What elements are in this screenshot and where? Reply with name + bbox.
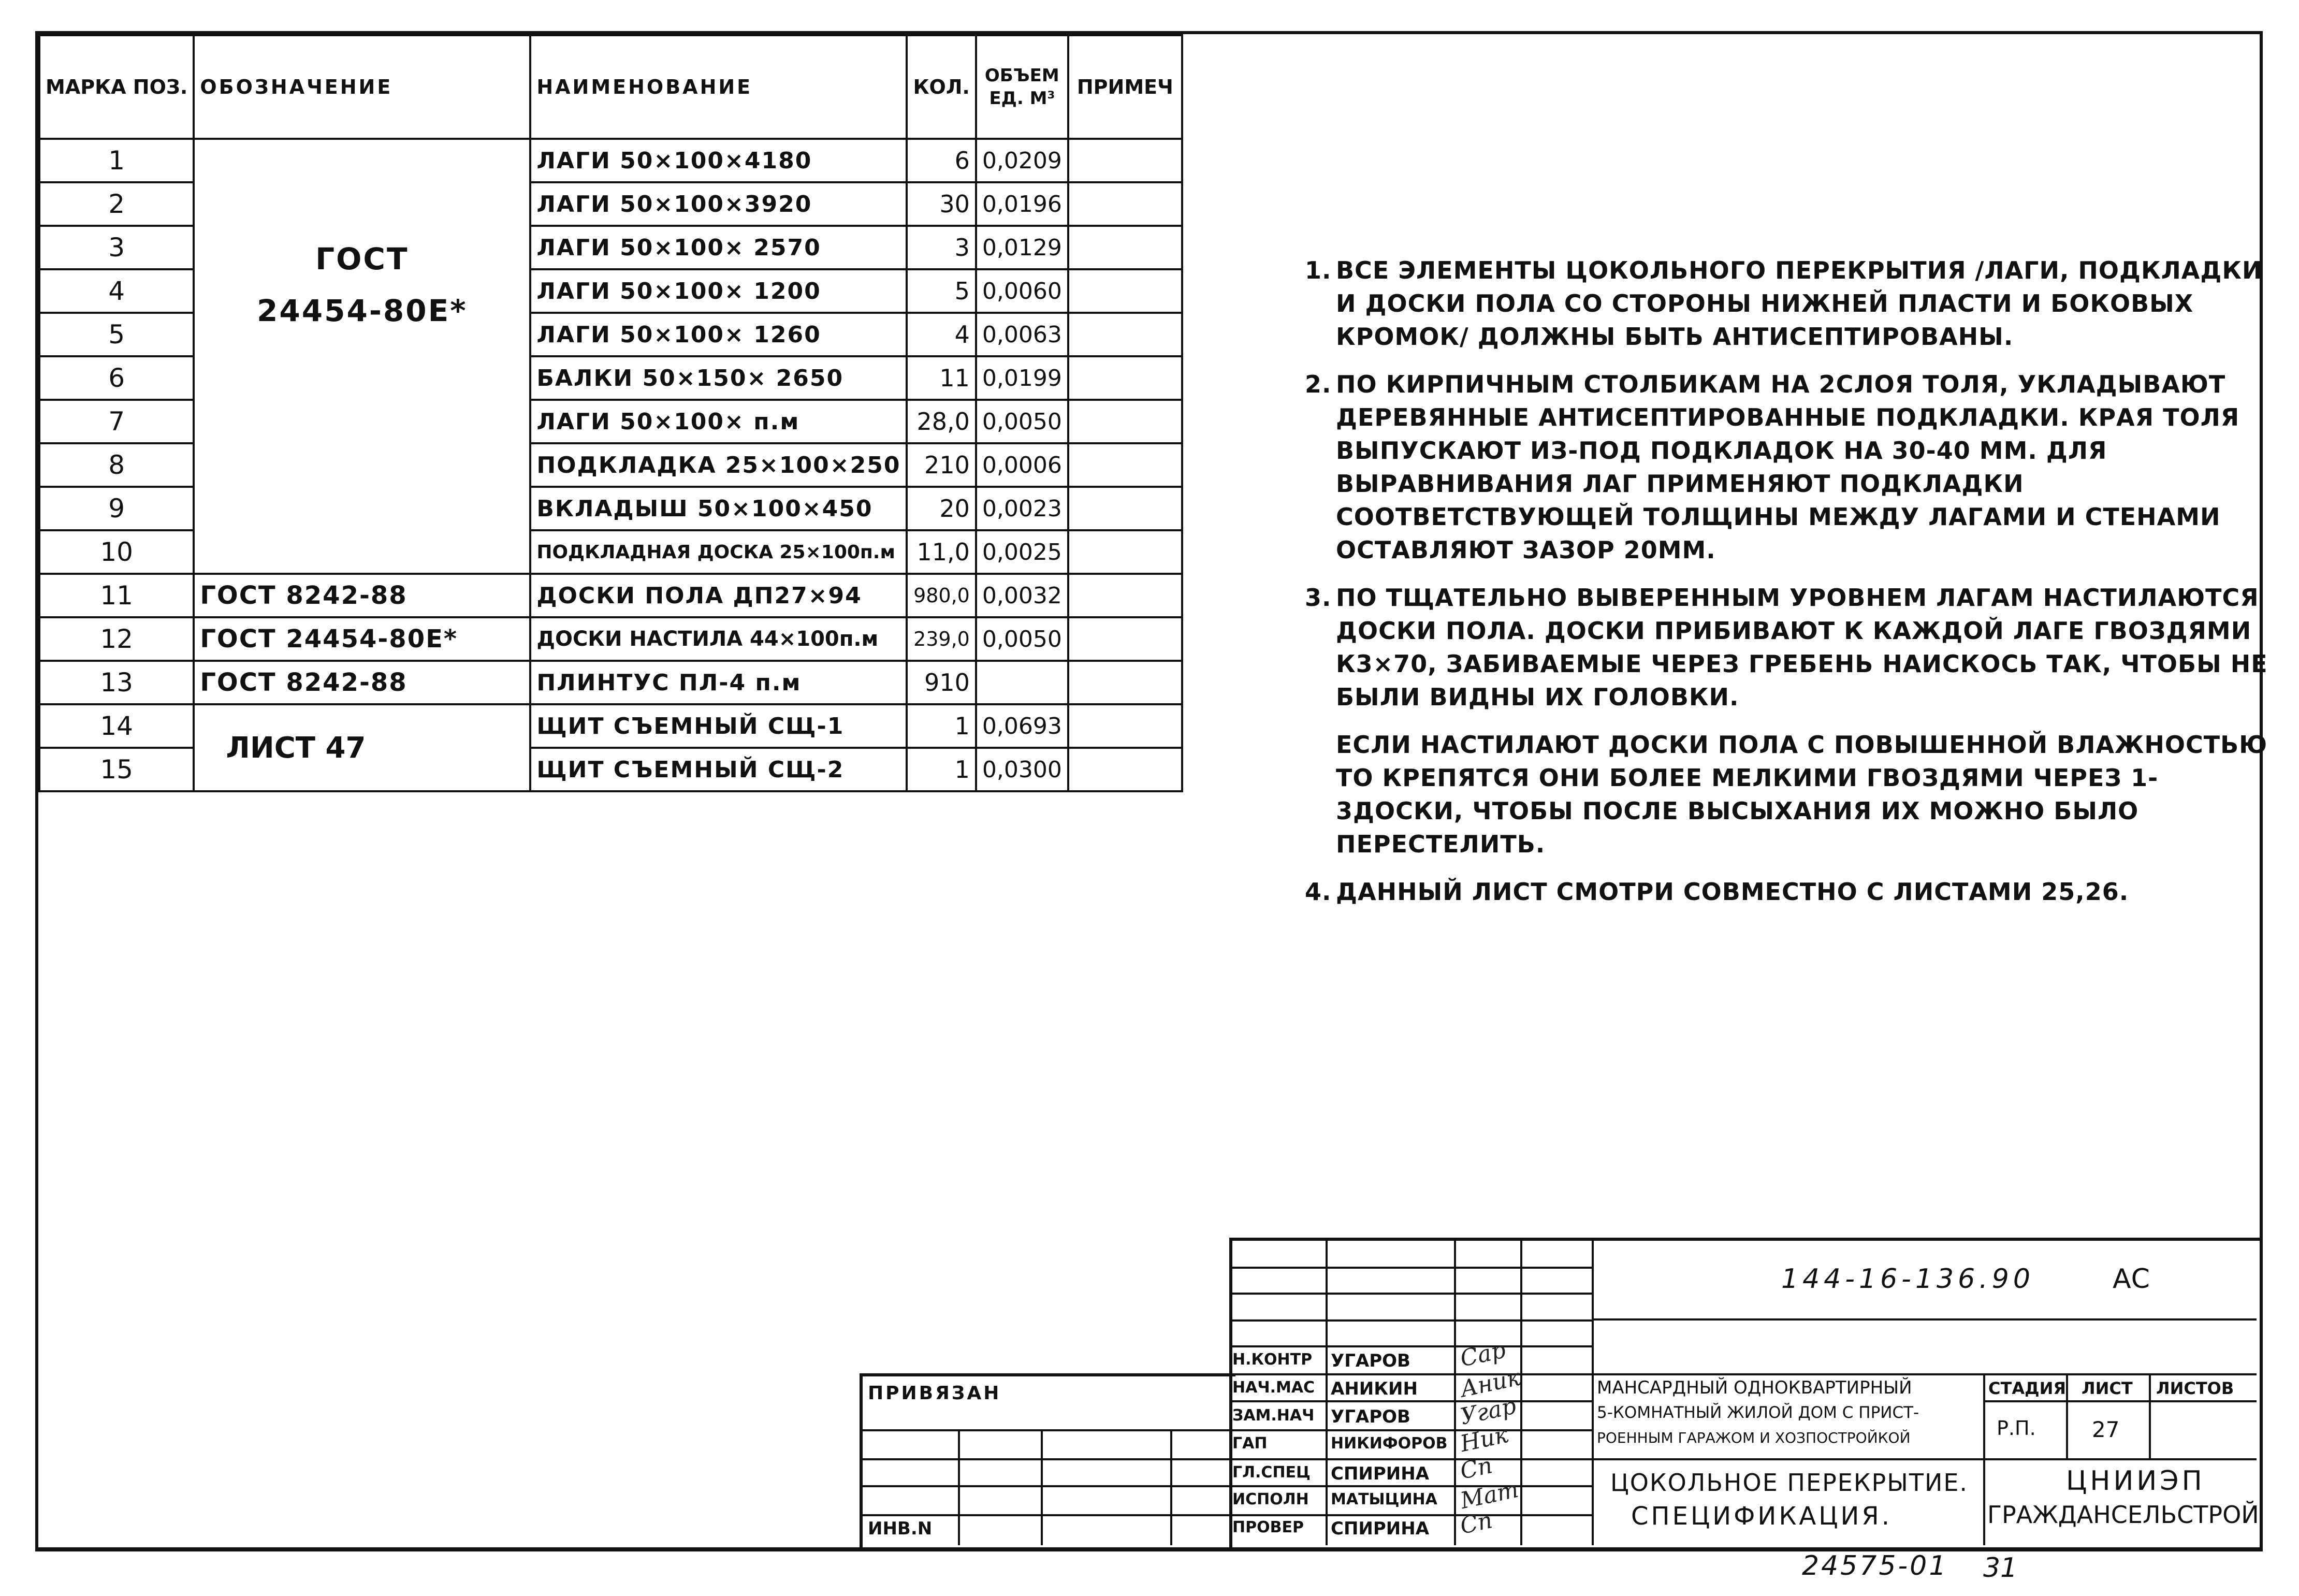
role-signature: Угар xyxy=(1458,1392,1519,1430)
header-designation: ОБОЗНАЧЕНИЕ xyxy=(194,35,530,139)
cell-pos: 8 xyxy=(39,443,194,487)
grid-line xyxy=(1592,1373,2257,1375)
grid-line xyxy=(860,1485,1232,1487)
gost-block-line1: ГОСТ xyxy=(315,241,409,277)
project-title-line2: 5-КОМНАТНЫЙ ЖИЛОЙ ДОМ С ПРИСТ- xyxy=(1597,1403,1919,1422)
grid-line xyxy=(860,1458,1232,1460)
note-text: ВСЕ ЭЛЕМЕНТЫ ЦОКОЛЬНОГО ПЕРЕКРЫТИЯ /ЛАГИ, ПОДКЛАДКИ И ДОСКИ ПОЛА СО СТОРОНЫ НИЖНЕЙ ПЛАСТИ И БОКОВЫХ КРОМОК/ ДОЛЖНЫ БЫТЬ АНТИСЕПТИРОВАНЫ. xyxy=(1336,256,2263,351)
cell-volume: 0,0023 xyxy=(976,487,1068,530)
cell-name: ЛАГИ 50×100×4180 xyxy=(530,139,907,182)
role-person: СПИРИНА xyxy=(1331,1463,1430,1484)
cell-name: ЩИТ СЪЕМНЫЙ СЩ-2 xyxy=(530,748,907,791)
header-name: НАИМЕНОВАНИЕ xyxy=(530,35,907,139)
note-item xyxy=(1305,875,2278,908)
cell-name: ЩИТ СЪЕМНЫЙ СЩ-1 xyxy=(530,704,907,748)
cell-note xyxy=(1068,226,1182,269)
table-row xyxy=(39,574,1182,617)
cell-note xyxy=(1068,269,1182,313)
gost-block-line2: 24454-80Е* xyxy=(257,293,468,328)
stage-label: СТАДИЯ xyxy=(1988,1379,2066,1398)
specification-table xyxy=(38,34,1183,792)
grid-line xyxy=(860,1429,1232,1431)
sheet-label: ЛИСТ xyxy=(2082,1379,2133,1398)
grid-line xyxy=(1229,1400,1592,1402)
table-row xyxy=(39,139,1182,182)
role-signature: Сп xyxy=(1458,1507,1495,1540)
grid-line xyxy=(1326,1238,1328,1545)
cell-note xyxy=(1068,704,1182,748)
archive-number: 24575-01 xyxy=(1802,1550,1948,1582)
cell-pos: 10 xyxy=(39,530,194,574)
grid-line xyxy=(1229,1319,1592,1322)
sheets-label: ЛИСТОВ xyxy=(2156,1379,2234,1398)
cell-pos: 14 xyxy=(39,704,194,748)
grid-line xyxy=(1520,1238,1522,1545)
grid-line xyxy=(860,1514,1232,1516)
cell-qty: 910 xyxy=(907,661,976,704)
grid-line xyxy=(1229,1345,1592,1347)
cell-name: ВКЛАДЫШ 50×100×450 xyxy=(530,487,907,530)
cell-pos: 11 xyxy=(39,574,194,617)
role-signature: Мат xyxy=(1458,1476,1521,1515)
cell-pos: 5 xyxy=(39,313,194,356)
organization-line2: ГРАЖДАНСЕЛЬСТРОЙ xyxy=(1987,1501,2259,1529)
cell-name: ЛАГИ 50×100×3920 xyxy=(530,182,907,226)
sheet-ref-cell: ЛИСТ 47 xyxy=(194,704,530,791)
role-label: ИСПОЛН xyxy=(1232,1490,1309,1508)
cell-name: ПОДКЛАДКА 25×100×250 xyxy=(530,443,907,487)
gost-block-cell xyxy=(194,139,530,574)
grid-line xyxy=(958,1429,960,1545)
grid-line xyxy=(1983,1400,2257,1402)
cell-note xyxy=(1068,182,1182,226)
role-person: НИКИФОРОВ xyxy=(1331,1434,1448,1453)
cell-volume: 0,0129 xyxy=(976,226,1068,269)
cell-qty: 28,0 xyxy=(907,400,976,443)
role-label: ПРОВЕР xyxy=(1232,1518,1304,1536)
drawing-title-line2: СПЕЦИФИКАЦИЯ. xyxy=(1631,1502,1893,1531)
cell-qty: 5 xyxy=(907,269,976,313)
cell-volume: 0,0199 xyxy=(976,356,1068,400)
project-title-line1: МАНСАРДНЫЙ ОДНОКВАРТИРНЫЙ xyxy=(1597,1377,1912,1398)
cell-volume: 0,0025 xyxy=(976,530,1068,574)
grid-line xyxy=(1229,1373,1592,1375)
cell-name: ДОСКИ НАСТИЛА 44×100п.м xyxy=(530,617,907,661)
cell-name: БАЛКИ 50×150× 2650 xyxy=(530,356,907,400)
cell-volume: 0,0060 xyxy=(976,269,1068,313)
cell-name: ЛАГИ 50×100× 2570 xyxy=(530,226,907,269)
cell-qty: 11 xyxy=(907,356,976,400)
cell-designation: ГОСТ 8242-88 xyxy=(194,661,530,704)
table-row xyxy=(39,661,1182,704)
cell-volume xyxy=(976,661,1068,704)
role-label: НАЧ.МАС xyxy=(1232,1379,1315,1397)
cell-note xyxy=(1068,574,1182,617)
cell-qty: 11,0 xyxy=(907,530,976,574)
cell-pos: 3 xyxy=(39,226,194,269)
grid-line xyxy=(1041,1429,1043,1545)
cell-pos: 6 xyxy=(39,356,194,400)
header-qty: КОЛ. xyxy=(907,35,976,139)
role-label: ГАП xyxy=(1232,1434,1268,1453)
header-pos: МАРКА ПОЗ. xyxy=(39,35,194,139)
cell-designation: ГОСТ 8242-88 xyxy=(194,574,530,617)
drawing-title-line1: ЦОКОЛЬНОЕ ПЕРЕКРЫТИЕ. xyxy=(1610,1469,1969,1497)
cell-volume: 0,0006 xyxy=(976,443,1068,487)
sheet-value: 27 xyxy=(2092,1417,2120,1442)
document-suffix: АС xyxy=(2113,1264,2150,1295)
note-text: ЕСЛИ НАСТИЛАЮТ ДОСКИ ПОЛА С ПОВЫШЕННОЙ ВЛАЖНОСТЬЮ ТО КРЕПЯТСЯ ОНИ БОЛЕЕ МЕЛКИМИ ГВОЗДЯМИ ЧЕРЕЗ 1-3ДОСКИ, ЧТОБЫ ПОСЛЕ ВЫСЫХАНИЯ ИХ МОЖНО БЫЛО ПЕРЕСТЕЛИТЬ. xyxy=(1336,731,2268,858)
cell-name: ПОДКЛАДНАЯ ДОСКА 25×100п.м xyxy=(530,530,907,574)
grid-line xyxy=(1983,1373,1985,1545)
cell-note xyxy=(1068,400,1182,443)
grid-line xyxy=(1229,1458,1592,1460)
cell-pos: 2 xyxy=(39,182,194,226)
cell-name: ЛАГИ 50×100× п.м xyxy=(530,400,907,443)
cell-name: ЛАГИ 50×100× 1260 xyxy=(530,313,907,356)
stage-value: Р.П. xyxy=(1997,1417,2036,1440)
note-number: 3. xyxy=(1305,584,1332,612)
header-note: ПРИМЕЧ xyxy=(1068,35,1182,139)
bound-label: ПРИВЯЗАН xyxy=(868,1383,1001,1404)
note-item xyxy=(1305,368,2278,567)
cell-volume: 0,0209 xyxy=(976,139,1068,182)
cell-qty: 980,0 xyxy=(907,574,976,617)
grid-line xyxy=(1454,1238,1456,1545)
role-label: Н.КОНТР xyxy=(1232,1351,1313,1369)
table-row xyxy=(39,704,1182,748)
cell-qty: 1 xyxy=(907,704,976,748)
note-text: ДАННЫЙ ЛИСТ СМОТРИ СОВМЕСТНО С ЛИСТАМИ 25,26. xyxy=(1336,878,2129,906)
header-volume-line1: ОБЪЕМ xyxy=(984,65,1059,86)
grid-line xyxy=(1229,1267,1592,1269)
header-volume xyxy=(976,35,1068,139)
header-volume-line2: ЕД. М³ xyxy=(989,88,1055,109)
cell-volume: 0,0300 xyxy=(976,748,1068,791)
cell-qty: 210 xyxy=(907,443,976,487)
cell-note xyxy=(1068,487,1182,530)
role-label: ГЛ.СПЕЦ xyxy=(1232,1463,1311,1482)
cell-pos: 7 xyxy=(39,400,194,443)
cell-pos: 1 xyxy=(39,139,194,182)
grid-line xyxy=(1229,1429,1592,1431)
role-signature: Сар xyxy=(1458,1337,1508,1372)
grid-line xyxy=(1592,1318,2257,1321)
cell-note xyxy=(1068,748,1182,791)
role-person: МАТЫЦИНА xyxy=(1331,1490,1437,1508)
organization-line1: ЦНИИЭП xyxy=(2066,1466,2205,1497)
cell-designation: ГОСТ 24454-80Е* xyxy=(194,617,530,661)
cell-volume: 0,0050 xyxy=(976,400,1068,443)
grid-line xyxy=(1229,1514,1592,1516)
cell-pos: 4 xyxy=(39,269,194,313)
cell-qty: 4 xyxy=(907,313,976,356)
cell-qty: 30 xyxy=(907,182,976,226)
note-number: 4. xyxy=(1305,878,1332,906)
role-signature: Аник xyxy=(1458,1364,1523,1403)
cell-note xyxy=(1068,661,1182,704)
role-person: УГАРОВ xyxy=(1331,1406,1410,1427)
cell-note xyxy=(1068,139,1182,182)
grid-line xyxy=(1592,1238,1594,1545)
cell-qty: 6 xyxy=(907,139,976,182)
cell-volume: 0,0693 xyxy=(976,704,1068,748)
note-item xyxy=(1305,728,2278,861)
cell-pos: 13 xyxy=(39,661,194,704)
cell-volume: 0,0196 xyxy=(976,182,1068,226)
project-title-line3: РОЕННЫМ ГАРАЖОМ И ХОЗПОСТРОЙКОЙ xyxy=(1597,1429,1911,1446)
role-person: СПИРИНА xyxy=(1331,1518,1430,1539)
role-label: ЗАМ.НАЧ xyxy=(1232,1406,1315,1425)
role-person: АНИКИН xyxy=(1331,1379,1418,1399)
cell-note xyxy=(1068,617,1182,661)
cell-name: ПЛИНТУС ПЛ-4 п.м xyxy=(530,661,907,704)
role-signature: Сп xyxy=(1458,1452,1495,1485)
cell-note xyxy=(1068,530,1182,574)
cell-qty: 20 xyxy=(907,487,976,530)
role-person: УГАРОВ xyxy=(1331,1351,1410,1371)
note-text: ПО КИРПИЧНЫМ СТОЛБИКАМ НА 2СЛОЯ ТОЛЯ, УКЛАДЫВАЮТ ДЕРЕВЯННЫЕ АНТИСЕПТИРОВАННЫЕ ПОДКЛАДКИ. КРАЯ ТОЛЯ ВЫПУСКАЮТ ИЗ-ПОД ПОДКЛАДОК НА 30-40 ММ. ДЛЯ ВЫРАВНИВАНИЯ ЛАГ ПРИМЕНЯЮТ ПОДКЛАДКИ СООТВЕТСТВУЮЩЕЙ ТОЛЩИНЫ МЕЖДУ ЛАГАМИ И СТЕНАМИ ОСТАВЛЯЮТ ЗАЗОР 20ММ. xyxy=(1336,370,2240,564)
note-number: 1. xyxy=(1305,256,1332,284)
inventory-label: ИНВ.N xyxy=(868,1518,933,1539)
cell-qty: 1 xyxy=(907,748,976,791)
cell-name: ЛАГИ 50×100× 1200 xyxy=(530,269,907,313)
table-row xyxy=(39,617,1182,661)
cell-volume: 0,0063 xyxy=(976,313,1068,356)
cell-pos: 15 xyxy=(39,748,194,791)
cell-pos: 12 xyxy=(39,617,194,661)
note-number: 2. xyxy=(1305,370,1332,398)
page-number: 31 xyxy=(1983,1553,2018,1584)
role-signature: Ник xyxy=(1458,1421,1511,1458)
cell-note xyxy=(1068,443,1182,487)
document-code: 144-16-136.90 xyxy=(1781,1264,2034,1295)
grid-line xyxy=(2149,1373,2151,1458)
grid-line xyxy=(1229,1485,1592,1487)
note-text: ПО ТЩАТЕЛЬНО ВЫВЕРЕННЫМ УРОВНЕМ ЛАГАМ НАСТИЛАЮТСЯ ДОСКИ ПОЛА. ДОСКИ ПРИБИВАЮТ К КАЖДОЙ ЛАГЕ ГВОЗДЯМИ К3×70, ЗАБИВАЕМЫЕ ЧЕРЕЗ ГРЕБЕНЬ НАИСКОСЬ ТАК, ЧТОБЫ НЕ БЫЛИ ВИДНЫ ИХ ГОЛОВКИ. xyxy=(1336,584,2268,711)
cell-volume: 0,0032 xyxy=(976,574,1068,617)
cell-volume: 0,0050 xyxy=(976,617,1068,661)
grid-line xyxy=(2066,1373,2068,1458)
cell-pos: 9 xyxy=(39,487,194,530)
cell-note xyxy=(1068,356,1182,400)
grid-line xyxy=(1592,1458,2257,1460)
grid-line xyxy=(1229,1293,1592,1295)
table-header-row xyxy=(39,35,1182,139)
notes-block xyxy=(1305,254,2278,923)
cell-name: ДОСКИ ПОЛА ДП27×94 xyxy=(530,574,907,617)
note-item xyxy=(1305,581,2278,714)
note-item xyxy=(1305,254,2278,353)
cell-qty: 239,0 xyxy=(907,617,976,661)
grid-line xyxy=(1170,1429,1172,1545)
cell-qty: 3 xyxy=(907,226,976,269)
cell-note xyxy=(1068,313,1182,356)
